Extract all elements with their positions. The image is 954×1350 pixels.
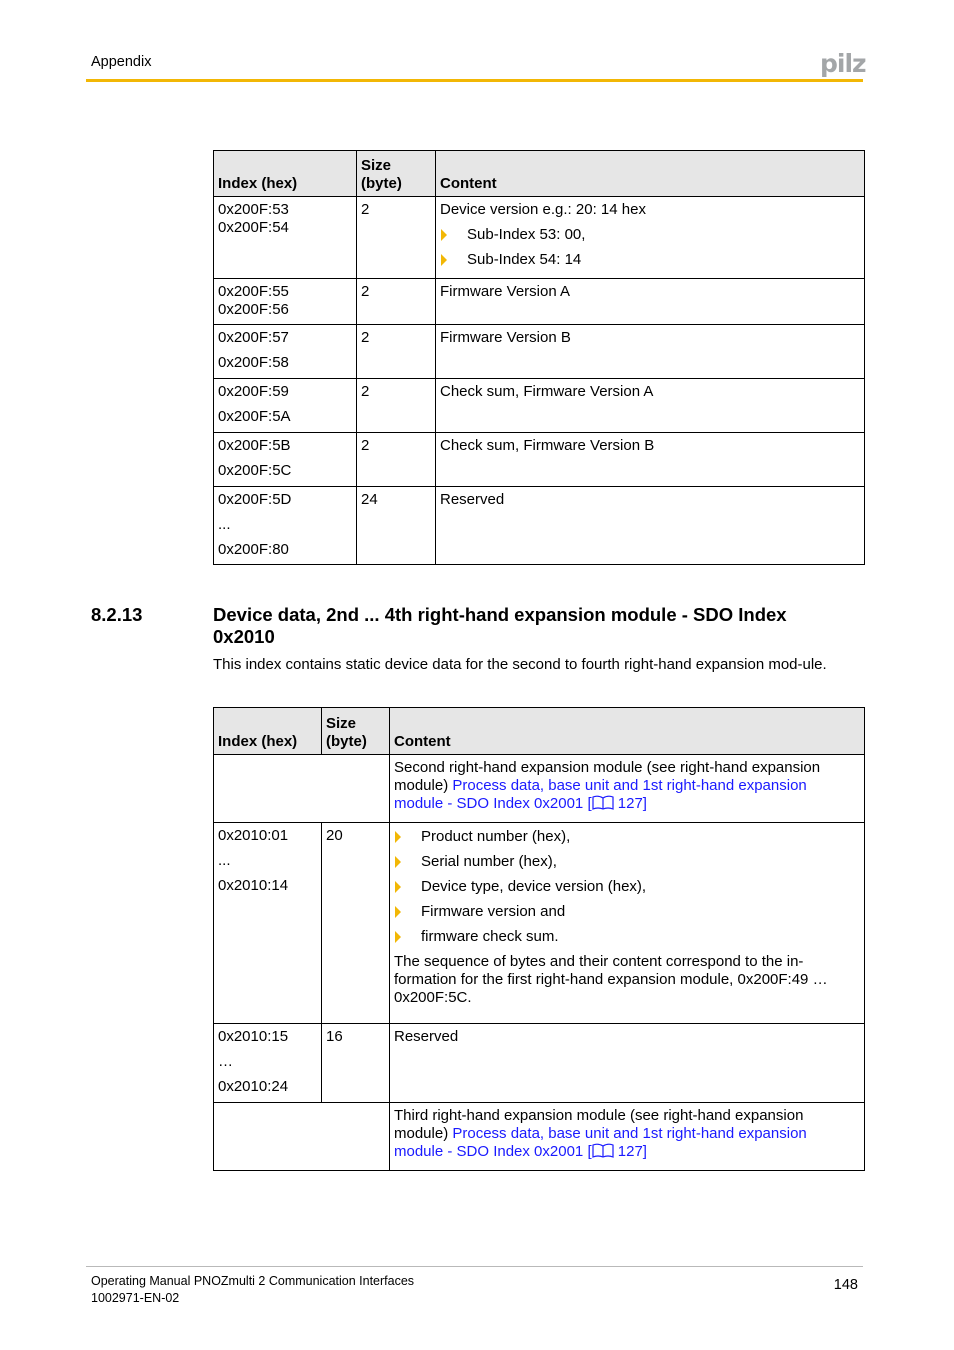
header-content: Content bbox=[436, 151, 865, 197]
section-intro: This index contains static device data for the second to fourth right-hand expansion mod-ule. bbox=[213, 656, 827, 673]
list-item: Serial number (hex), bbox=[394, 853, 860, 871]
content-cell: Firmware Version B bbox=[436, 325, 865, 379]
manual-title: Operating Manual PNOZmulti 2 Communication Interfaces bbox=[91, 1274, 415, 1288]
content-cell: Second right-hand expansion module (see right-hand expansion module) Process data, base unit and 1st right-hand expansion module - SDO Index 0x2001 [ 127] bbox=[390, 755, 865, 823]
section-title: Device data, 2nd ... 4th right-hand expansion module - SDO Index 0x2010 bbox=[213, 604, 787, 647]
footer-divider bbox=[86, 1266, 863, 1267]
size-cell: 2 bbox=[357, 433, 436, 487]
content-cell: Reserved bbox=[436, 487, 865, 565]
bullet-arrow-icon bbox=[395, 906, 401, 918]
empty-index-cell bbox=[214, 1103, 390, 1171]
header-index: Index (hex) bbox=[214, 708, 322, 755]
bullet-arrow-icon bbox=[395, 856, 401, 868]
table-row bbox=[214, 379, 865, 433]
table-row bbox=[214, 433, 865, 487]
cross-reference-link[interactable]: Process data, base unit and 1st right-hand expansion module - SDO Index 0x2001 [ 127] bbox=[394, 777, 807, 812]
header-section-label: Appendix bbox=[91, 54, 152, 70]
content-cell: Check sum, Firmware Version A bbox=[436, 379, 865, 433]
content-cell: Device version e.g.: 20: 14 hex Sub-Index 53: 00, Sub-Index 54: 14 bbox=[436, 197, 865, 279]
bullet-arrow-icon bbox=[441, 229, 447, 241]
size-cell: 16 bbox=[322, 1024, 390, 1103]
size-cell: 20 bbox=[322, 823, 390, 1024]
note-text: The sequence of bytes and their content correspond to the in-formation for the first right-hand expansion module, 0x200F:49 … 0x200F:5C. bbox=[394, 953, 828, 1006]
list-item: Sub-Index 54: 14 bbox=[440, 251, 860, 269]
content-cell: Check sum, Firmware Version B bbox=[436, 433, 865, 487]
pilz-logo: pilz bbox=[820, 49, 866, 78]
list-item: Firmware version and bbox=[394, 903, 860, 921]
table-header-row bbox=[214, 151, 865, 197]
document-number: 1002971-EN-02 bbox=[91, 1291, 180, 1305]
header-size: Size (byte) bbox=[322, 708, 390, 755]
table-row bbox=[214, 823, 865, 1024]
index-cell: 0x200F:5D ... 0x200F:80 bbox=[214, 487, 357, 565]
list-item: Device type, device version (hex), bbox=[394, 878, 860, 896]
section-number: 8.2.13 bbox=[91, 604, 143, 625]
table-row bbox=[214, 279, 865, 325]
table-row bbox=[214, 1024, 865, 1103]
page-number: 148 bbox=[833, 1277, 858, 1293]
list-item: Sub-Index 53: 00, bbox=[440, 226, 860, 244]
index-cell: 0x200F:57 0x200F:58 bbox=[214, 325, 357, 379]
bullet-arrow-icon bbox=[441, 254, 447, 266]
header-index: Index (hex) bbox=[214, 151, 357, 197]
size-cell: 2 bbox=[357, 379, 436, 433]
empty-index-cell bbox=[214, 755, 390, 823]
device-data-table-1 bbox=[213, 150, 865, 565]
content-cell: Third right-hand expansion module (see right-hand expansion module) Process data, base unit and 1st right-hand expansion module - SDO Index 0x2001 [ 127] bbox=[390, 1103, 865, 1171]
table-row bbox=[214, 325, 865, 379]
size-cell: 2 bbox=[357, 325, 436, 379]
book-icon bbox=[592, 795, 614, 810]
index-cell: 0x200F:5B 0x200F:5C bbox=[214, 433, 357, 487]
footer-info bbox=[91, 1273, 414, 1307]
header-size: Size (byte) bbox=[357, 151, 436, 197]
index-cell: 0x200F:53 0x200F:54 bbox=[214, 197, 357, 279]
device-data-table-2 bbox=[213, 707, 865, 1171]
index-cell: 0x200F:59 0x200F:5A bbox=[214, 379, 357, 433]
list-item: Product number (hex), bbox=[394, 828, 860, 846]
header-content: Content bbox=[390, 708, 865, 755]
index-cell: 0x2010:15 … 0x2010:24 bbox=[214, 1024, 322, 1103]
header-divider bbox=[86, 79, 863, 82]
table-row bbox=[214, 197, 865, 279]
bullet-arrow-icon bbox=[395, 881, 401, 893]
book-icon bbox=[592, 1143, 614, 1158]
table-header-row bbox=[214, 708, 865, 755]
bullet-arrow-icon bbox=[395, 831, 401, 843]
content-cell bbox=[390, 823, 865, 1024]
size-cell: 2 bbox=[357, 279, 436, 325]
table-row-group-heading bbox=[214, 755, 865, 823]
size-cell: 24 bbox=[357, 487, 436, 565]
index-cell: 0x200F:55 0x200F:56 bbox=[214, 279, 357, 325]
list-item: firmware check sum. bbox=[394, 928, 860, 946]
cross-reference-link[interactable]: Process data, base unit and 1st right-hand expansion module - SDO Index 0x2001 [ 127] bbox=[394, 1125, 807, 1160]
content-cell: Firmware Version A bbox=[436, 279, 865, 325]
index-cell: 0x2010:01 ... 0x2010:14 bbox=[214, 823, 322, 1024]
bullet-arrow-icon bbox=[395, 931, 401, 943]
content-cell: Reserved bbox=[390, 1024, 865, 1103]
size-cell: 2 bbox=[357, 197, 436, 279]
table-row-group-heading bbox=[214, 1103, 865, 1171]
table-row bbox=[214, 487, 865, 565]
